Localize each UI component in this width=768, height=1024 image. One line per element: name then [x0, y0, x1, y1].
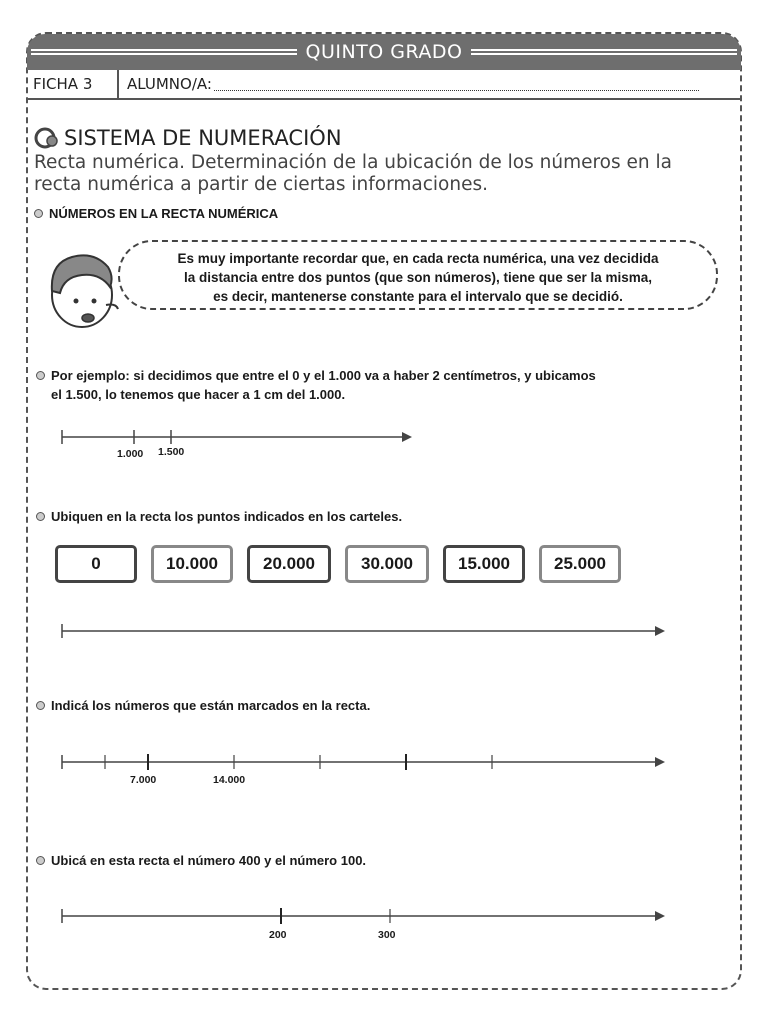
number-card[interactable]: 30.000 — [345, 545, 429, 583]
speech-line-3: es decir, mantenerse constante para el intervalo que se decidió. — [213, 289, 623, 304]
number-card[interactable]: 20.000 — [247, 545, 331, 583]
bullet-icon — [34, 209, 43, 218]
tick-label: 1.500 — [158, 446, 185, 458]
tick-label: 300 — [378, 929, 396, 941]
tick-label: 7.000 — [130, 774, 157, 786]
section-heading-text: NÚMEROS EN LA RECTA NUMÉRICA — [49, 206, 279, 221]
number-card[interactable]: 10.000 — [151, 545, 233, 583]
section-subtitle: Recta numérica. Determinación de la ubicación de los números en la recta numérica a partir de ciertas informaciones. — [34, 152, 672, 195]
exercise1-instruction-text: Ubiquen en la recta los puntos indicados en los carteles. — [51, 509, 403, 524]
section-heading — [34, 206, 278, 221]
bullet-icon — [36, 701, 45, 710]
child-face-icon — [42, 243, 122, 333]
number-card[interactable]: 25.000 — [539, 545, 621, 583]
exercise2-instruction — [36, 696, 370, 715]
tick-label: 200 — [269, 929, 287, 941]
grade-title: QUINTO GRADO — [297, 41, 470, 63]
example-line-2: el 1.500, lo tenemos que hacer a 1 cm del 1.000. — [51, 387, 346, 402]
speech-line-2: la distancia entre dos puntos (que son números), tiene que ser la misma, — [183, 270, 653, 285]
bullet-icon — [36, 512, 45, 521]
tick-label: 1.000 — [117, 448, 144, 460]
student-info-row — [27, 70, 741, 100]
example-paragraph — [36, 366, 596, 404]
section-title: SISTEMA DE NUMERACIÓN — [64, 126, 342, 150]
name-dotted-line[interactable] — [214, 77, 699, 91]
ficha-label: FICHA 3 — [27, 70, 119, 98]
number-card[interactable]: 15.000 — [443, 545, 525, 583]
number-card[interactable]: 0 — [55, 545, 137, 583]
exercise3-instruction-text: Ubicá en esta recta el número 400 y el número 100. — [51, 853, 367, 868]
speech-line-1: Es muy importante recordar que, en cada recta numérica, una vez decidida — [177, 251, 659, 266]
tick-label: 14.000 — [213, 774, 246, 786]
alumno-label: ALUMNO/A: — [127, 75, 212, 93]
student-name-field[interactable] — [119, 75, 699, 93]
header-bar — [27, 34, 741, 70]
section-title-row — [34, 126, 342, 150]
speech-bubble — [118, 240, 718, 310]
exercise2-instruction-text: Indicá los números que están marcados en la recta. — [51, 698, 371, 713]
example-line-1: Por ejemplo: si decidimos que entre el 0 y el 1.000 va a haber 2 centímetros, y ubicamos — [51, 368, 596, 383]
exercise1-instruction — [36, 507, 402, 526]
number-cards — [55, 545, 621, 583]
bullet-icon — [36, 371, 45, 380]
exercise3-instruction — [36, 851, 366, 870]
section-icon — [34, 126, 60, 150]
bullet-icon — [36, 856, 45, 865]
